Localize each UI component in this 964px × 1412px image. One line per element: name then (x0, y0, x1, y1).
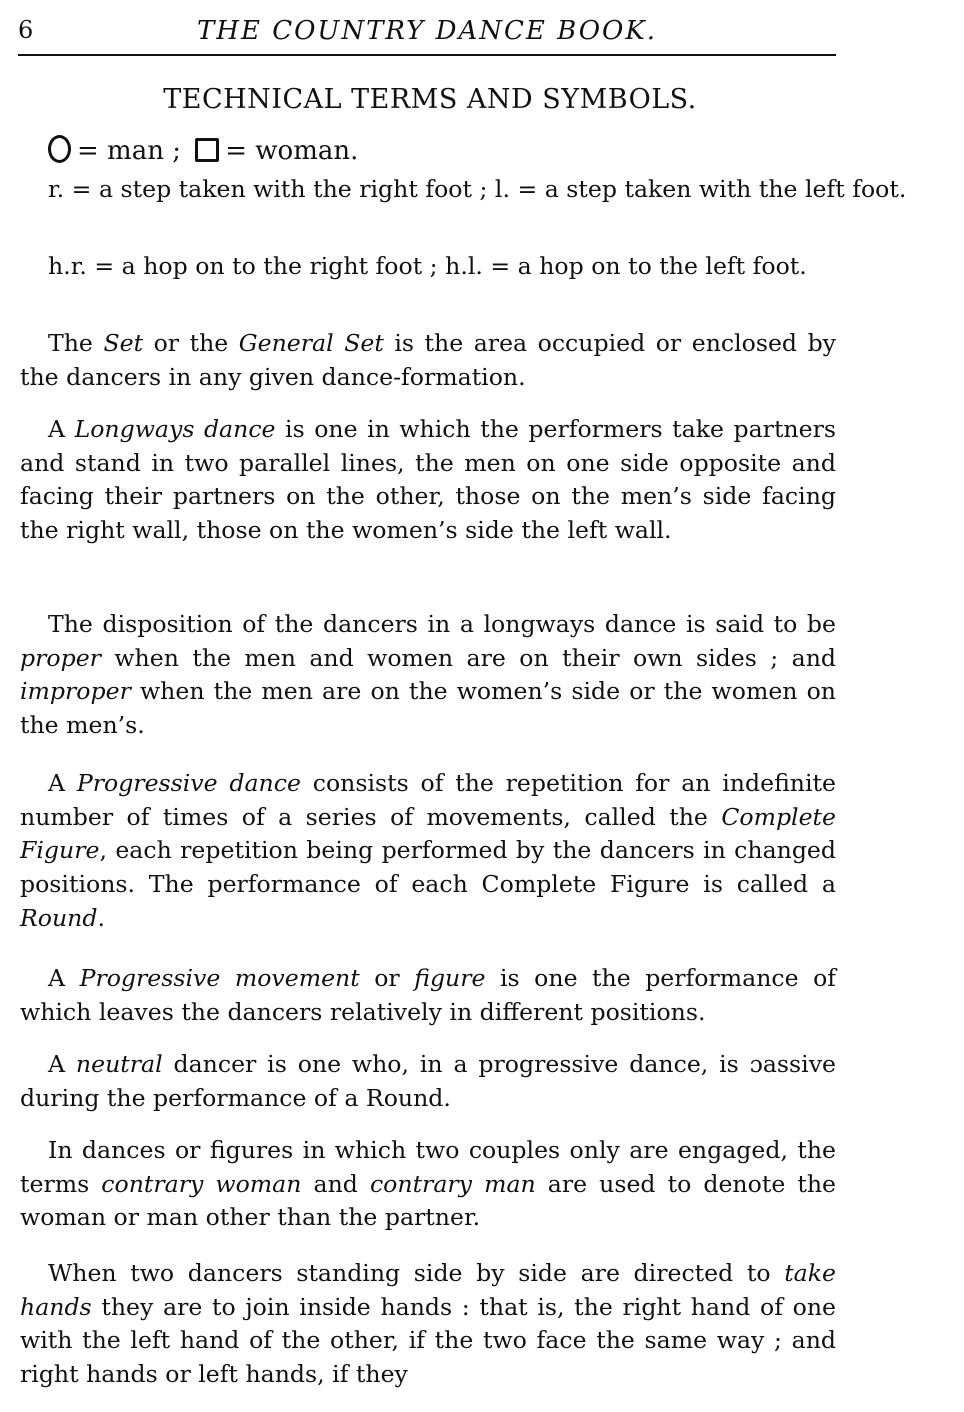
paragraph-proper: The disposition of the dancers in a longways dance is said to be proper when the men and women are on their own sides ; and improper when the men are on the women’s side or the women on the men’s. (20, 610, 836, 740)
paragraph-contrary: In dances or figures in which two couples only are engaged, the terms contrary woman and contrary man are used to denote the woman or man other than the partner. (20, 1136, 836, 1232)
page-number: 6 (18, 16, 34, 44)
definition-hops (48, 250, 964, 284)
circle-meaning: = man ; (77, 136, 181, 166)
square-meaning: = woman. (225, 136, 359, 166)
circle-man-icon (48, 135, 71, 163)
page-header (18, 14, 836, 56)
paragraph-progressive-movement: A Progressive movement or figure is one the performance of which leaves the dancers relatively in different positions. (20, 964, 837, 1026)
square-woman-icon (195, 138, 219, 162)
paragraph-take-hands: When two dancers standing side by side are directed to take hands they are to join inside hands : that is, the right hand of one with the left hand of the other, if the two face the same way ; and right hands or left hands, if they (20, 1259, 836, 1389)
paragraph-neutral: A neutral dancer is one who, in a progressive dance, is ɔassive during the performance of a Round. (20, 1050, 836, 1112)
paragraph-progressive-dance: A Progressive dance consists of the repetition for an indefinite number of times of a series of movements, called the Complete Figure, each repetition being performed by the dancers in changed positions. The performance of each Complete Figure is called a Round. (20, 769, 836, 932)
definition-steps (48, 173, 964, 207)
section-title: TECHNICAL TERMS AND SYMBOLS. (163, 84, 697, 115)
step-right-definition: r. = a step taken with the right foot ; (48, 175, 488, 203)
step-left-definition: l. = a step taken with the left foot. (494, 175, 907, 203)
paragraph-longways: A Longways dance is one in which the performers take partners and stand in two parallel lines, the men on one side opposite and facing their partners on the other, those on the men’s side facing the right wall, those on the women’s side the left wall. (20, 415, 836, 545)
paragraph-set: The Set or the General Set is the area occupied or enclosed by the dancers in any given dance-formation. (20, 329, 837, 391)
hop-left-definition: h.l. = a hop on to the left foot. (445, 252, 807, 280)
hop-right-definition: h.r. = a hop on to the right foot ; (48, 252, 438, 280)
symbol-legend (48, 135, 864, 169)
running-title: THE COUNTRY DANCE BOOK. (196, 16, 658, 46)
